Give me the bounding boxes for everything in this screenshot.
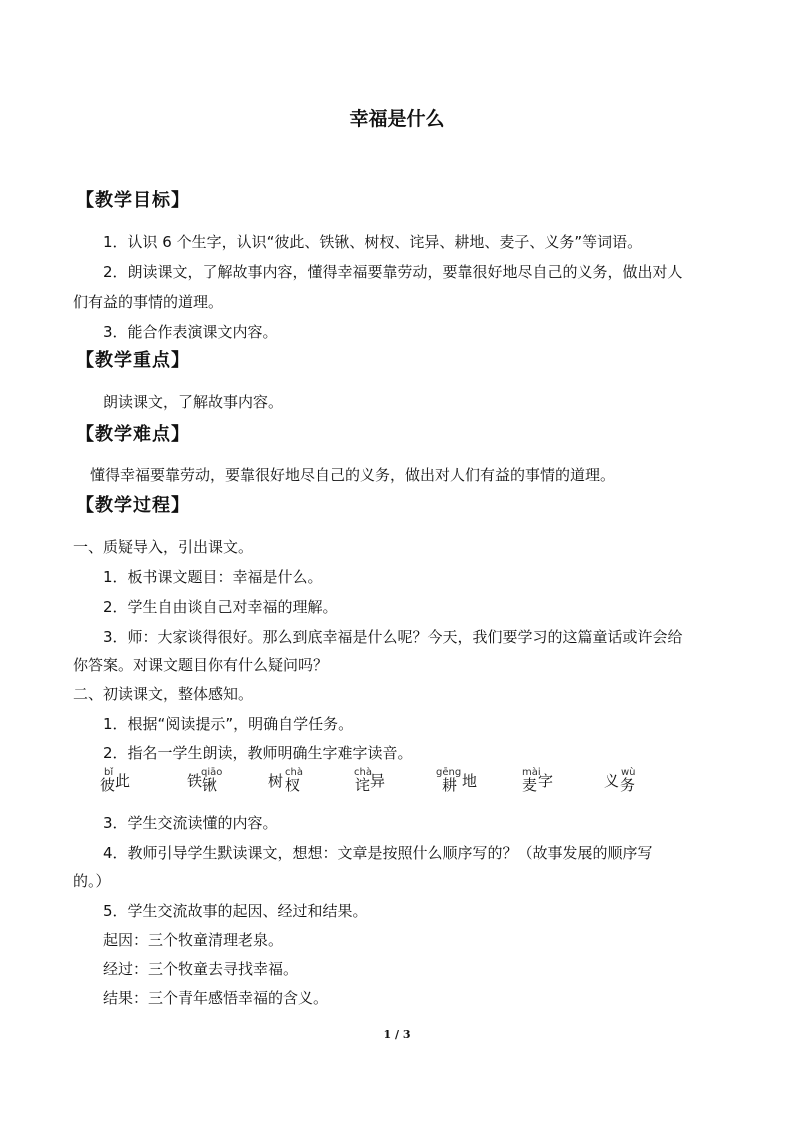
pinyin-annotation: mài [522,767,541,778]
process-step-2: 二、初读课文，整体感知。 [73,685,254,703]
goal-item-2: 2．朗读课文，了解故事内容，懂得幸福要靠劳动，要靠很好地尽自己的义务，做出对人 [103,263,683,281]
story-result: 结果：三个青年感悟幸福的含义。 [103,989,329,1007]
step-1-item-3: 3．师：大家谈得很好。那么到底幸福是什么呢？今天，我们要学习的这篇童话或许会给 [103,628,683,646]
word-character: 树 [268,772,284,790]
story-process: 经过：三个牧童去寻找幸福。 [103,960,299,978]
word-character: 异 [370,772,386,790]
goal-item-2-cont: 们有益的事情的道理。 [73,293,224,311]
annotated-character: 耕 [442,776,458,794]
pinyin-annotation: chà [285,767,303,778]
annotated-character: 麦 [522,776,538,794]
word-character: 地 [462,772,478,790]
key-point-text: 朗读课文，了解故事内容。 [103,393,284,411]
page-title: 幸福是什么 [349,108,445,130]
word-character: 此 [115,772,131,790]
step-2-item-2: 2．指名一学生朗读，教师明确生字难字读音。 [103,744,413,762]
pinyin-annotation: bǐ [104,767,114,778]
step-2-item-5: 5．学生交流故事的起因、经过和结果。 [103,902,368,920]
word-character: 字 [538,772,554,790]
teaching-goal-heading: 【教学目标】 [76,190,190,211]
story-cause: 起因：三个牧童清理老泉。 [103,931,284,949]
difficulty-text: 懂得幸福要靠劳动，要靠很好地尽自己的义务，做出对人们有益的事情的道理。 [90,466,616,484]
word-character: 义 [604,772,620,790]
goal-item-3: 3．能合作表演课文内容。 [103,323,278,341]
step-2-item-3: 3．学生交流读懂的内容。 [103,814,278,832]
annotated-character: 杈 [285,776,301,794]
step-1-item-3-cont: 你答案。对课文题目你有什么疑问吗？ [73,656,329,674]
annotated-character: 务 [620,776,636,794]
step-2-item-4-cont: 的。） [73,872,111,890]
pinyin-annotation: wù [621,767,636,778]
annotated-character: 彼 [100,776,116,794]
step-2-item-1: 1．根据“阅读提示”，明确自学任务。 [103,715,354,733]
goal-item-1: 1．认识 6 个生字，认识“彼此、铁锹、树杈、诧异、耕地、麦子、义务”等词语。 [103,233,643,251]
word-character: 铁 [187,772,203,790]
annotated-character: 诧 [355,776,371,794]
step-1-item-2: 2．学生自由谈自己对幸福的理解。 [103,598,338,616]
pinyin-annotation: gēng [436,767,462,778]
difficulty-heading: 【教学难点】 [76,424,190,445]
process-heading: 【教学过程】 [76,495,190,516]
pinyin-annotation: qiāo [201,767,223,778]
step-2-item-4: 4．教师引导学生默读课文，想想：文章是按照什么顺序写的？（故事发展的顺序写 [103,844,653,862]
pinyin-annotation: chà [354,767,372,778]
annotated-character: 锹 [202,776,218,794]
process-step-1: 一、质疑导入，引出课文。 [73,538,254,556]
step-1-item-1: 1．板书课文题目：幸福是什么。 [103,568,323,586]
page-number: 1 / 3 [383,1028,411,1041]
key-point-heading: 【教学重点】 [76,350,190,371]
